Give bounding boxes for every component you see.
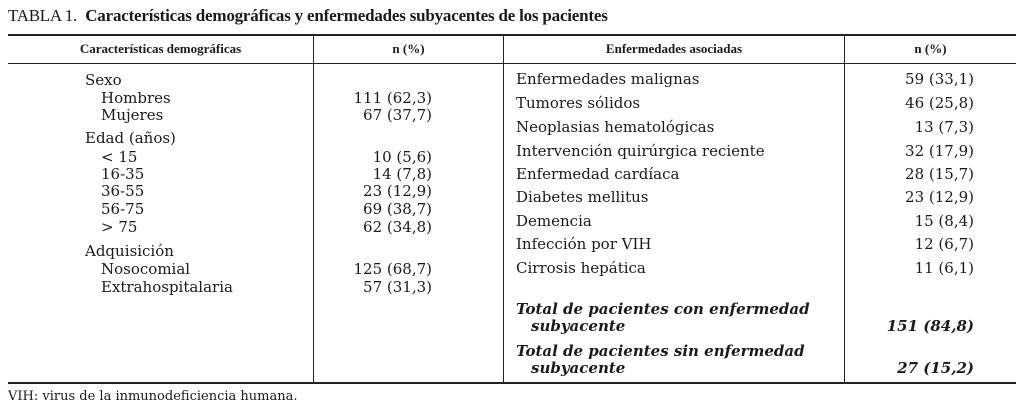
row-label: < 15 (101, 148, 138, 166)
header-n-right: n (%) (914, 41, 947, 56)
total-with-value: 151 (84,8) (886, 317, 974, 335)
row-value: 111 (62,3) (353, 89, 432, 107)
table-label: TABLA 1. (8, 6, 77, 25)
total-without-value: 27 (15,2) (897, 359, 974, 377)
disease-value: 13 (7,3) (914, 118, 974, 136)
table-title (8, 6, 608, 26)
row-label: Hombres (101, 89, 171, 107)
disease-label: Infección por VIH (516, 235, 652, 253)
disease-value: 46 (25,8) (905, 94, 974, 112)
header-rule (8, 63, 1016, 64)
row-label: Mujeres (101, 106, 164, 124)
top-rule (8, 34, 1016, 36)
header-diseases: Enfermedades asociadas (605, 41, 743, 56)
total-with-label-line2: subyacente (531, 317, 626, 335)
total-without-label-line2: subyacente (531, 359, 626, 377)
disease-value: 28 (15,7) (905, 165, 974, 183)
disease-value: 15 (8,4) (914, 212, 974, 230)
row-value: 69 (38,7) (363, 200, 432, 218)
column-divider (313, 35, 314, 382)
row-value: 14 (7,8) (372, 165, 432, 183)
disease-label: Demencia (516, 212, 592, 230)
group-label-adquisicion: Adquisición (85, 242, 174, 260)
total-with-label-line1: Total de pacientes con enfermedad (516, 300, 810, 318)
group-label-sexo: Sexo (85, 71, 122, 89)
footnote: VIH: virus de la inmunodeficiencia humana. (8, 389, 298, 404)
disease-value: 11 (6,1) (914, 259, 974, 277)
disease-label: Intervención quirúrgica reciente (516, 142, 765, 160)
disease-value: 23 (12,9) (905, 188, 974, 206)
row-label: 56-75 (101, 200, 145, 218)
row-label: 36-55 (101, 182, 145, 200)
row-value: 57 (31,3) (363, 278, 432, 296)
disease-label: Enfermedades malignas (516, 70, 700, 88)
row-value: 10 (5,6) (372, 148, 432, 166)
row-label: Extrahospitalaria (101, 278, 233, 296)
disease-label: Neoplasias hematológicas (516, 118, 715, 136)
bottom-rule (8, 382, 1016, 384)
row-value: 62 (34,8) (363, 218, 432, 236)
table-caption: Características demográficas y enfermedades subyacentes de los pacientes (85, 6, 608, 25)
disease-label: Enfermedad cardíaca (516, 165, 680, 183)
header-demographics: Características demográficas (79, 41, 242, 56)
disease-value: 12 (6,7) (914, 235, 974, 253)
disease-value: 32 (17,9) (905, 142, 974, 160)
column-divider (844, 35, 845, 382)
row-value: 23 (12,9) (363, 182, 432, 200)
row-label: > 75 (101, 218, 138, 236)
row-value: 125 (68,7) (353, 260, 432, 278)
header-n-left: n (%) (392, 41, 425, 56)
column-divider (503, 35, 504, 382)
disease-label: Tumores sólidos (516, 94, 641, 112)
row-value: 67 (37,7) (363, 106, 432, 124)
row-label: Nosocomial (101, 260, 191, 278)
total-without-label-line1: Total de pacientes sin enfermedad (516, 342, 805, 360)
row-label: 16-35 (101, 165, 145, 183)
disease-label: Cirrosis hepática (516, 259, 646, 277)
disease-value: 59 (33,1) (905, 70, 974, 88)
disease-label: Diabetes mellitus (516, 188, 649, 206)
group-label-edad: Edad (años) (85, 129, 176, 147)
